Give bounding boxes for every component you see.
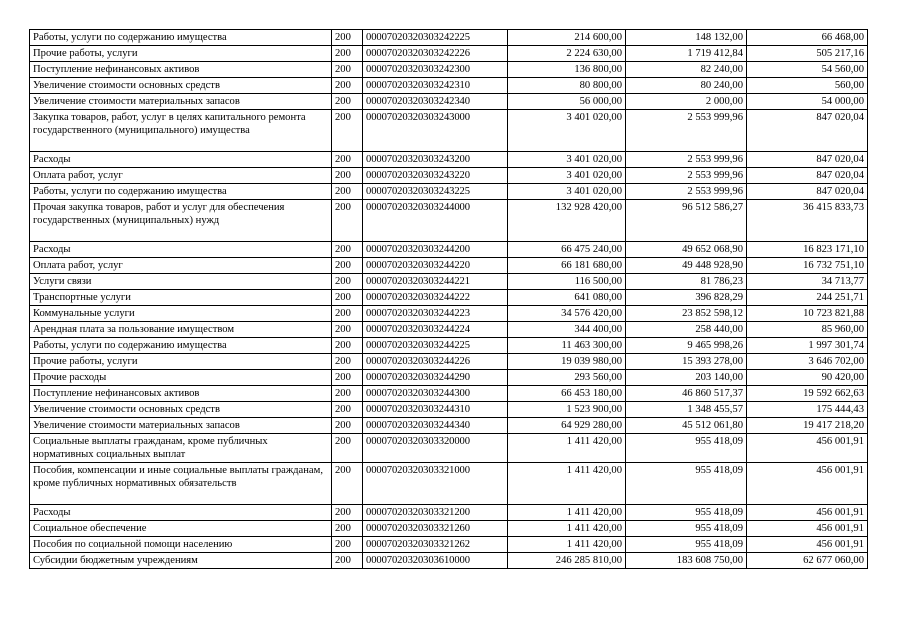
row-unexecuted-cell: 62 677 060,00 <box>747 553 868 569</box>
row-name-cell: Социальное обеспечение <box>30 521 332 537</box>
row-name-cell: Прочая закупка товаров, работ и услуг для обеспечения государственных (муниципальных) нужд <box>30 200 332 242</box>
row-unexecuted-cell: 505 217,16 <box>747 46 868 62</box>
row-name-cell: Коммунальные услуги <box>30 306 332 322</box>
row-executed-cell: 23 852 598,12 <box>626 306 747 322</box>
row-kbk-cell: 00007020320303243220 <box>363 168 508 184</box>
expenditure-table <box>29 29 868 569</box>
row-name-cell: Увеличение стоимости материальных запасов <box>30 94 332 110</box>
row-approved-cell: 344 400,00 <box>508 322 626 338</box>
table-row <box>30 306 868 322</box>
table-row <box>30 505 868 521</box>
row-approved-cell: 1 523 900,00 <box>508 402 626 418</box>
row-name-cell: Работы, услуги по содержанию имущества <box>30 338 332 354</box>
table-row <box>30 354 868 370</box>
row-code-cell: 200 <box>332 402 363 418</box>
row-kbk-cell: 00007020320303244340 <box>363 418 508 434</box>
row-name-cell: Услуги связи <box>30 274 332 290</box>
row-kbk-cell: 00007020320303320000 <box>363 434 508 463</box>
row-name-cell: Поступление нефинансовых активов <box>30 386 332 402</box>
row-kbk-cell: 00007020320303244290 <box>363 370 508 386</box>
row-name-cell: Пособия по социальной помощи населению <box>30 537 332 553</box>
row-executed-cell: 258 440,00 <box>626 322 747 338</box>
table-row <box>30 258 868 274</box>
row-approved-cell: 34 576 420,00 <box>508 306 626 322</box>
row-executed-cell: 49 448 928,90 <box>626 258 747 274</box>
row-code-cell: 200 <box>332 521 363 537</box>
row-kbk-cell: 00007020320303244224 <box>363 322 508 338</box>
row-name-cell: Работы, услуги по содержанию имущества <box>30 30 332 46</box>
row-kbk-cell: 00007020320303321260 <box>363 521 508 537</box>
row-code-cell: 200 <box>332 306 363 322</box>
table-row <box>30 30 868 46</box>
table-row <box>30 184 868 200</box>
row-executed-cell: 1 719 412,84 <box>626 46 747 62</box>
row-executed-cell: 82 240,00 <box>626 62 747 78</box>
row-executed-cell: 9 465 998,26 <box>626 338 747 354</box>
row-code-cell: 200 <box>332 354 363 370</box>
row-name-cell: Расходы <box>30 505 332 521</box>
row-executed-cell: 955 418,09 <box>626 434 747 463</box>
row-code-cell: 200 <box>332 200 363 242</box>
table-body <box>30 30 868 569</box>
row-unexecuted-cell: 34 713,77 <box>747 274 868 290</box>
row-approved-cell: 66 181 680,00 <box>508 258 626 274</box>
row-kbk-cell: 00007020320303242340 <box>363 94 508 110</box>
row-name-cell: Расходы <box>30 152 332 168</box>
row-kbk-cell: 00007020320303244221 <box>363 274 508 290</box>
row-unexecuted-cell: 85 960,00 <box>747 322 868 338</box>
table-row <box>30 338 868 354</box>
row-approved-cell: 1 411 420,00 <box>508 537 626 553</box>
row-executed-cell: 45 512 061,80 <box>626 418 747 434</box>
report-sheet <box>29 29 868 569</box>
row-kbk-cell: 00007020320303244226 <box>363 354 508 370</box>
row-name-cell: Увеличение стоимости материальных запасов <box>30 418 332 434</box>
row-unexecuted-cell: 560,00 <box>747 78 868 94</box>
row-unexecuted-cell: 456 001,91 <box>747 521 868 537</box>
row-executed-cell: 96 512 586,27 <box>626 200 747 242</box>
row-executed-cell: 203 140,00 <box>626 370 747 386</box>
row-approved-cell: 2 224 630,00 <box>508 46 626 62</box>
row-approved-cell: 293 560,00 <box>508 370 626 386</box>
row-code-cell: 200 <box>332 290 363 306</box>
table-row <box>30 322 868 338</box>
row-approved-cell: 1 411 420,00 <box>508 505 626 521</box>
row-unexecuted-cell: 3 646 702,00 <box>747 354 868 370</box>
row-executed-cell: 15 393 278,00 <box>626 354 747 370</box>
row-unexecuted-cell: 54 560,00 <box>747 62 868 78</box>
row-code-cell: 200 <box>332 434 363 463</box>
row-code-cell: 200 <box>332 258 363 274</box>
row-name-cell: Работы, услуги по содержанию имущества <box>30 184 332 200</box>
row-unexecuted-cell: 456 001,91 <box>747 505 868 521</box>
row-kbk-cell: 00007020320303244223 <box>363 306 508 322</box>
row-code-cell: 200 <box>332 322 363 338</box>
row-code-cell: 200 <box>332 463 363 505</box>
row-approved-cell: 1 411 420,00 <box>508 521 626 537</box>
row-kbk-cell: 00007020320303321000 <box>363 463 508 505</box>
row-approved-cell: 11 463 300,00 <box>508 338 626 354</box>
row-code-cell: 200 <box>332 30 363 46</box>
row-name-cell: Оплата работ, услуг <box>30 258 332 274</box>
row-code-cell: 200 <box>332 537 363 553</box>
row-approved-cell: 1 411 420,00 <box>508 434 626 463</box>
row-executed-cell: 81 786,23 <box>626 274 747 290</box>
row-executed-cell: 2 000,00 <box>626 94 747 110</box>
row-executed-cell: 49 652 068,90 <box>626 242 747 258</box>
row-kbk-cell: 00007020320303242226 <box>363 46 508 62</box>
table-row <box>30 78 868 94</box>
row-kbk-cell: 00007020320303243225 <box>363 184 508 200</box>
row-unexecuted-cell: 10 723 821,88 <box>747 306 868 322</box>
row-kbk-cell: 00007020320303244000 <box>363 200 508 242</box>
row-executed-cell: 80 240,00 <box>626 78 747 94</box>
row-unexecuted-cell: 16 823 171,10 <box>747 242 868 258</box>
row-name-cell: Социальные выплаты гражданам, кроме публичных нормативных социальных выплат <box>30 434 332 463</box>
row-approved-cell: 136 800,00 <box>508 62 626 78</box>
row-name-cell: Увеличение стоимости основных средств <box>30 402 332 418</box>
row-unexecuted-cell: 847 020,04 <box>747 168 868 184</box>
row-approved-cell: 64 929 280,00 <box>508 418 626 434</box>
row-executed-cell: 2 553 999,96 <box>626 168 747 184</box>
row-name-cell: Субсидии бюджетным учреждениям <box>30 553 332 569</box>
row-executed-cell: 1 348 455,57 <box>626 402 747 418</box>
table-row <box>30 434 868 463</box>
table-row <box>30 386 868 402</box>
row-code-cell: 200 <box>332 62 363 78</box>
row-approved-cell: 3 401 020,00 <box>508 184 626 200</box>
row-unexecuted-cell: 175 444,43 <box>747 402 868 418</box>
row-approved-cell: 66 453 180,00 <box>508 386 626 402</box>
row-approved-cell: 116 500,00 <box>508 274 626 290</box>
row-code-cell: 200 <box>332 370 363 386</box>
row-name-cell: Прочие расходы <box>30 370 332 386</box>
row-name-cell: Увеличение стоимости основных средств <box>30 78 332 94</box>
row-executed-cell: 2 553 999,96 <box>626 152 747 168</box>
row-executed-cell: 955 418,09 <box>626 521 747 537</box>
row-code-cell: 200 <box>332 184 363 200</box>
table-row <box>30 418 868 434</box>
row-code-cell: 200 <box>332 386 363 402</box>
row-approved-cell: 214 600,00 <box>508 30 626 46</box>
table-row <box>30 402 868 418</box>
row-unexecuted-cell: 456 001,91 <box>747 434 868 463</box>
row-executed-cell: 183 608 750,00 <box>626 553 747 569</box>
row-approved-cell: 66 475 240,00 <box>508 242 626 258</box>
row-kbk-cell: 00007020320303243200 <box>363 152 508 168</box>
row-code-cell: 200 <box>332 418 363 434</box>
row-name-cell: Расходы <box>30 242 332 258</box>
row-kbk-cell: 00007020320303244220 <box>363 258 508 274</box>
row-kbk-cell: 00007020320303244300 <box>363 386 508 402</box>
row-code-cell: 200 <box>332 505 363 521</box>
row-unexecuted-cell: 847 020,04 <box>747 184 868 200</box>
row-executed-cell: 2 553 999,96 <box>626 110 747 152</box>
row-unexecuted-cell: 244 251,71 <box>747 290 868 306</box>
row-unexecuted-cell: 19 417 218,20 <box>747 418 868 434</box>
table-row <box>30 274 868 290</box>
table-row <box>30 521 868 537</box>
row-unexecuted-cell: 456 001,91 <box>747 537 868 553</box>
row-code-cell: 200 <box>332 78 363 94</box>
row-unexecuted-cell: 16 732 751,10 <box>747 258 868 274</box>
row-name-cell: Пособия, компенсации и иные социальные выплаты гражданам, кроме публичных нормативных обязательств <box>30 463 332 505</box>
row-approved-cell: 80 800,00 <box>508 78 626 94</box>
row-name-cell: Транспортные услуги <box>30 290 332 306</box>
row-name-cell: Закупка товаров, работ, услуг в целях капитального ремонта государственного (муниципального) имущества <box>30 110 332 152</box>
row-code-cell: 200 <box>332 274 363 290</box>
row-unexecuted-cell: 36 415 833,73 <box>747 200 868 242</box>
row-approved-cell: 56 000,00 <box>508 94 626 110</box>
row-approved-cell: 3 401 020,00 <box>508 152 626 168</box>
row-kbk-cell: 00007020320303242225 <box>363 30 508 46</box>
row-name-cell: Оплата работ, услуг <box>30 168 332 184</box>
row-approved-cell: 19 039 980,00 <box>508 354 626 370</box>
row-unexecuted-cell: 66 468,00 <box>747 30 868 46</box>
row-unexecuted-cell: 456 001,91 <box>747 463 868 505</box>
row-approved-cell: 3 401 020,00 <box>508 110 626 152</box>
row-code-cell: 200 <box>332 553 363 569</box>
table-row <box>30 94 868 110</box>
table-row <box>30 553 868 569</box>
table-row <box>30 290 868 306</box>
row-executed-cell: 955 418,09 <box>626 537 747 553</box>
row-kbk-cell: 00007020320303242300 <box>363 62 508 78</box>
row-unexecuted-cell: 90 420,00 <box>747 370 868 386</box>
row-executed-cell: 148 132,00 <box>626 30 747 46</box>
row-kbk-cell: 00007020320303610000 <box>363 553 508 569</box>
table-row <box>30 46 868 62</box>
table-row <box>30 110 868 152</box>
row-executed-cell: 396 828,29 <box>626 290 747 306</box>
row-approved-cell: 3 401 020,00 <box>508 168 626 184</box>
row-approved-cell: 641 080,00 <box>508 290 626 306</box>
table-row <box>30 242 868 258</box>
row-kbk-cell: 00007020320303244200 <box>363 242 508 258</box>
table-row <box>30 370 868 386</box>
row-unexecuted-cell: 54 000,00 <box>747 94 868 110</box>
row-kbk-cell: 00007020320303243000 <box>363 110 508 152</box>
row-code-cell: 200 <box>332 168 363 184</box>
row-code-cell: 200 <box>332 152 363 168</box>
row-approved-cell: 1 411 420,00 <box>508 463 626 505</box>
table-row <box>30 537 868 553</box>
row-approved-cell: 246 285 810,00 <box>508 553 626 569</box>
row-unexecuted-cell: 19 592 662,63 <box>747 386 868 402</box>
row-name-cell: Поступление нефинансовых активов <box>30 62 332 78</box>
row-approved-cell: 132 928 420,00 <box>508 200 626 242</box>
row-code-cell: 200 <box>332 338 363 354</box>
row-kbk-cell: 00007020320303244222 <box>363 290 508 306</box>
row-executed-cell: 2 553 999,96 <box>626 184 747 200</box>
row-name-cell: Прочие работы, услуги <box>30 354 332 370</box>
table-row <box>30 200 868 242</box>
row-code-cell: 200 <box>332 94 363 110</box>
row-code-cell: 200 <box>332 242 363 258</box>
table-row <box>30 168 868 184</box>
row-code-cell: 200 <box>332 46 363 62</box>
row-executed-cell: 46 860 517,37 <box>626 386 747 402</box>
table-row <box>30 62 868 78</box>
row-kbk-cell: 00007020320303242310 <box>363 78 508 94</box>
row-kbk-cell: 00007020320303244310 <box>363 402 508 418</box>
row-kbk-cell: 00007020320303321262 <box>363 537 508 553</box>
table-row <box>30 463 868 505</box>
row-kbk-cell: 00007020320303321200 <box>363 505 508 521</box>
row-code-cell: 200 <box>332 110 363 152</box>
row-unexecuted-cell: 1 997 301,74 <box>747 338 868 354</box>
row-kbk-cell: 00007020320303244225 <box>363 338 508 354</box>
table-row <box>30 152 868 168</box>
row-executed-cell: 955 418,09 <box>626 505 747 521</box>
row-name-cell: Арендная плата за пользование имуществом <box>30 322 332 338</box>
row-unexecuted-cell: 847 020,04 <box>747 152 868 168</box>
row-unexecuted-cell: 847 020,04 <box>747 110 868 152</box>
row-name-cell: Прочие работы, услуги <box>30 46 332 62</box>
row-executed-cell: 955 418,09 <box>626 463 747 505</box>
